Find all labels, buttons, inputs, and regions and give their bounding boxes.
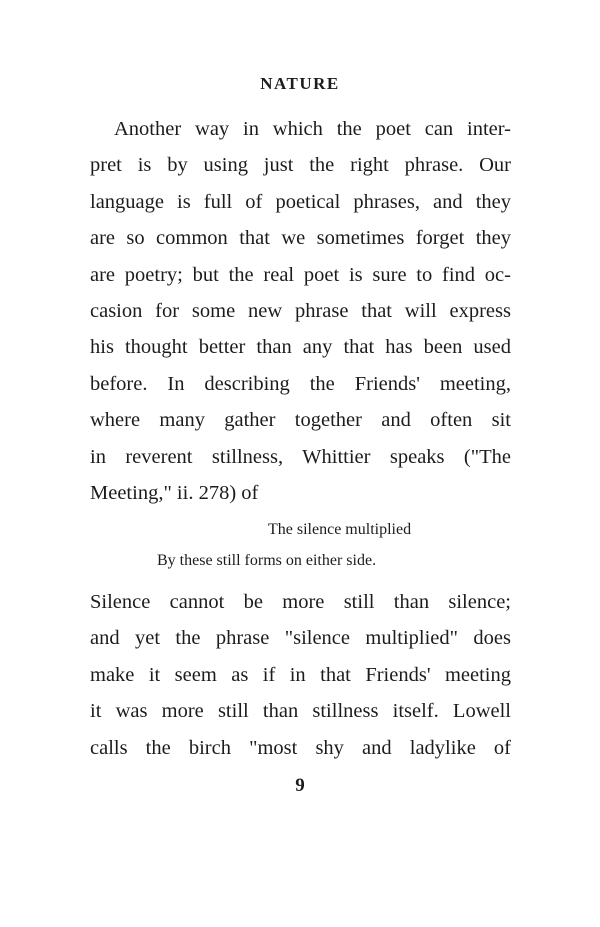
verse-line: The silence multiplied bbox=[268, 521, 412, 538]
text-line: where many gather together and often sit bbox=[90, 409, 511, 432]
text-line: Another way in which the poet can inter- bbox=[114, 118, 511, 140]
text-line: are poetry; but the real poet is sure to find oc- bbox=[90, 263, 511, 286]
text-line: Silence cannot be more still than silence; bbox=[90, 591, 511, 613]
text-line: are so common that we sometimes forget they bbox=[90, 227, 511, 250]
verse-line: By these still forms on either side. bbox=[157, 552, 377, 569]
text-line: language is full of poetical phrases, and they bbox=[90, 190, 511, 213]
text-line: and yet the phrase "silence multiplied" does bbox=[90, 627, 511, 650]
text-line: it was more still than stillness itself. Lowell bbox=[90, 700, 511, 723]
text-line: pret is by using just the right phrase. Our bbox=[90, 154, 511, 177]
text-line: in reverent stillness, Whittier speaks ("The bbox=[90, 445, 511, 468]
paragraph-1 bbox=[90, 111, 511, 511]
text-line: before. In describing the Friends' meeting, bbox=[90, 372, 511, 395]
paragraph-2 bbox=[90, 584, 511, 766]
text-line: his thought better than any that has been used bbox=[90, 336, 511, 359]
text-line: casion for some new phrase that will express bbox=[90, 299, 511, 322]
text-line: calls the birch "most shy and ladylike of bbox=[90, 736, 511, 759]
text-line: Meeting," ii. 278) of bbox=[90, 481, 259, 504]
running-head: NATURE bbox=[260, 74, 340, 93]
page-number: 9 bbox=[295, 775, 305, 796]
text-line: make it seem as if in that Friends' meeting bbox=[90, 663, 511, 686]
